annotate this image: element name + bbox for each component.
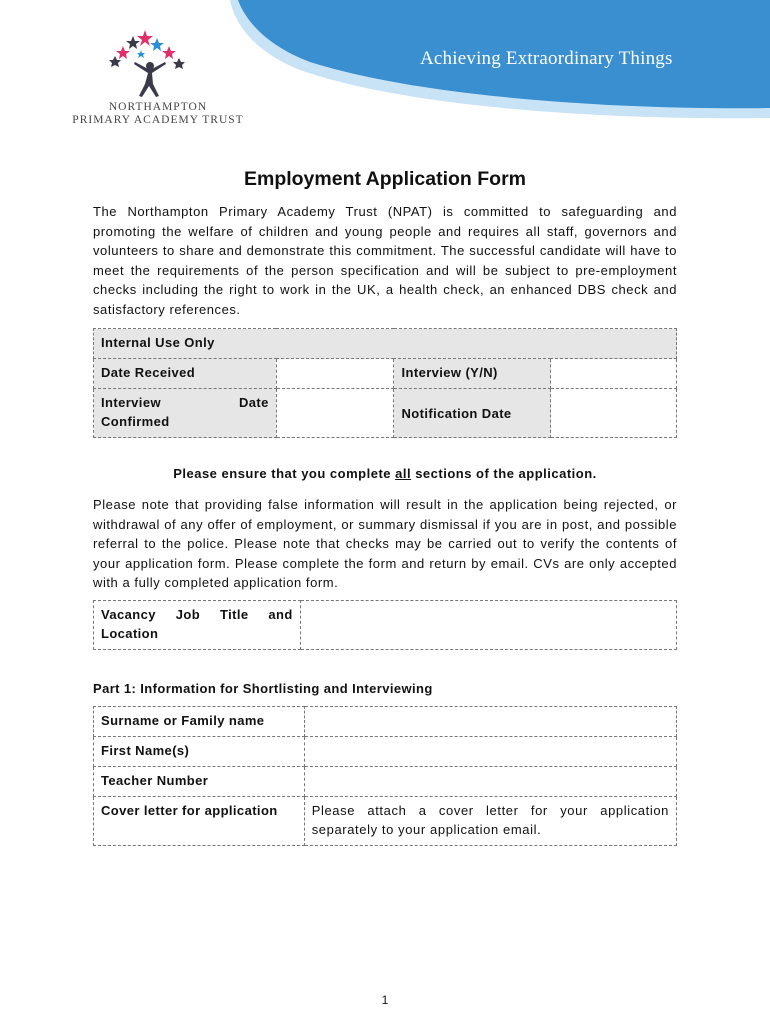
surname-label: Surname or Family name [94, 707, 305, 737]
teacher-number-label: Teacher Number [94, 767, 305, 797]
interview-date-confirmed-field[interactable] [276, 389, 394, 438]
first-names-label: First Name(s) [94, 737, 305, 767]
interview-yn-label: Interview (Y/N) [394, 359, 551, 389]
page-number: 1 [381, 993, 389, 1007]
internal-use-table [93, 328, 677, 438]
internal-use-header: Internal Use Only [94, 329, 677, 359]
part1-heading: Part 1: Information for Shortlisting and Interviewing [93, 681, 433, 696]
npat-logo [105, 28, 195, 98]
tagline: Achieving Extraordinary Things [420, 48, 673, 69]
figure-icon [134, 62, 166, 97]
interview-date-confirmed-label: Interview Date Confirmed [94, 389, 277, 438]
first-names-field[interactable] [304, 737, 676, 767]
star-icon [109, 30, 185, 69]
false-information-note: Please note that providing false information will result in the application being rejected, or withdrawal of any offer of employment, or summary dismissal if you are in post, and possible referral to the police. Please note that checks may be carried out to verify the contents of your application form. Please complete the form and return by email. CVs are only accepted with a fully completed application form. [93, 497, 677, 591]
vacancy-field[interactable] [300, 601, 676, 650]
org-name-line1: NORTHAMPTON [108, 101, 208, 113]
date-received-label: Date Received [94, 359, 277, 389]
cover-letter-field: Please attach a cover letter for your application separately to your application email. [304, 797, 676, 846]
teacher-number-field[interactable] [304, 767, 676, 797]
intro-paragraph: The Northampton Primary Academy Trust (NPAT) is committed to safeguarding and promoting the welfare of children and young people and requires all staff, governors and volunteers to share and demonstrate this commitment. The successful candidate will have to meet the requirements of the person specification and will be subject to pre-employment checks including the right to work in the UK, a health check, an enhanced DBS check and satisfactory references. [93, 204, 677, 317]
cover-letter-label: Cover letter for application [94, 797, 305, 846]
page-title: Employment Application Form [243, 168, 527, 190]
org-name-line2: PRIMARY ACADEMY TRUST [72, 114, 244, 126]
complete-all-sections-note: Please ensure that you complete all sections of the application. [173, 466, 597, 481]
part1-table [93, 706, 677, 846]
vacancy-table [93, 600, 677, 650]
surname-field[interactable] [304, 707, 676, 737]
vacancy-label: Vacancy Job Title and Location [94, 601, 301, 650]
notification-date-label: Notification Date [394, 389, 551, 438]
notification-date-field[interactable] [551, 389, 677, 438]
interview-yn-field[interactable] [551, 359, 677, 389]
date-received-field[interactable] [276, 359, 394, 389]
